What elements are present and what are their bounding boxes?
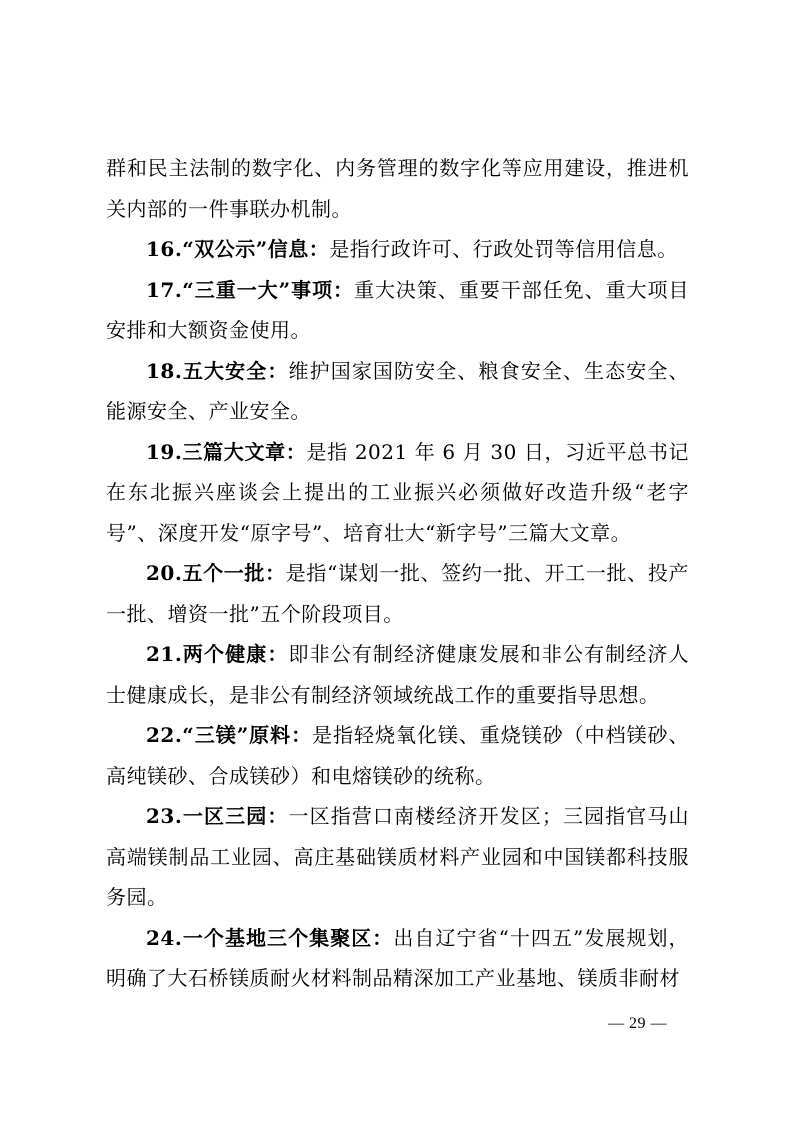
entry-term: 22.“三镁”原料：: [146, 723, 313, 747]
entry-term: 24.一个基地三个集聚区：: [146, 925, 394, 950]
entry-term: 20.五个一批：: [146, 561, 286, 585]
entry-paragraph-20: [106, 553, 689, 634]
entry-paragraph-21: [106, 634, 689, 715]
intro-paragraph: 群和民主法制的数字化、内务管理的数字化等应用建设，推进机关内部的一件事联办机制。: [106, 156, 689, 221]
entry-paragraph-17: [106, 270, 689, 351]
entry-term: 16.“双公示”信息：: [146, 237, 330, 261]
body-text: [106, 148, 689, 999]
entry-paragraph-19: [106, 432, 689, 554]
entry-term: 17.“三重一大”事项：: [146, 277, 354, 302]
entry-definition: 一区指营口南楼经济开发区；三园指官马山高端镁制品工业园、高庄基础镁质材料产业园和中国镁都科技服务园。: [106, 804, 690, 909]
entry-definition: 是指“谋划一批、签约一批、开工一批、投产一批、增资一批”五个阶段项目。: [106, 561, 689, 626]
entry-term: 19.三篇大文章：: [146, 439, 307, 464]
entry-definition: 重大决策、重要干部任免、重大项目安排和大额资金使用。: [106, 277, 689, 342]
entry-paragraph-23: [106, 796, 689, 918]
page-number: — 29 —: [608, 1015, 667, 1032]
entry-paragraph-22: [106, 715, 689, 796]
entry-paragraph-16: [106, 229, 689, 270]
entry-definition: 即非公有制经济健康发展和非公有制经济人士健康成长，是非公有制经济领域统战工作的重要指导思想。: [106, 642, 690, 707]
entry-definition: 维护国家国防安全、粮食安全、生态安全、能源安全、产业安全。: [106, 358, 690, 423]
entry-definition: 是指 2021 年 6 月 30 日，习近平总书记在东北振兴座谈会上提出的工业振兴必须做好改造升级“老字号”、深度开发“原字号”、培育壮大“新字号”三篇大文章。: [106, 439, 690, 545]
entry-definition: 是指行政许可、行政处罚等信用信息。: [329, 237, 678, 261]
entry-paragraph-18: [106, 351, 689, 432]
entry-definition: 是指轻烧氧化镁、重烧镁砂（中档镁砂、高纯镁砂、合成镁砂）和电熔镁砂的统称。: [106, 723, 690, 788]
entry-definition: 出自辽宁省“十四五”发展规划，明确了大石桥镁质耐火材料制品精深加工产业基地、镁质非耐材: [106, 925, 690, 990]
entry-term: 23.一区三园：: [146, 804, 289, 828]
entry-paragraph-24: [106, 918, 689, 999]
entry-term: 18.五大安全：: [146, 358, 289, 383]
entry-term: 21.两个健康：: [146, 642, 289, 666]
